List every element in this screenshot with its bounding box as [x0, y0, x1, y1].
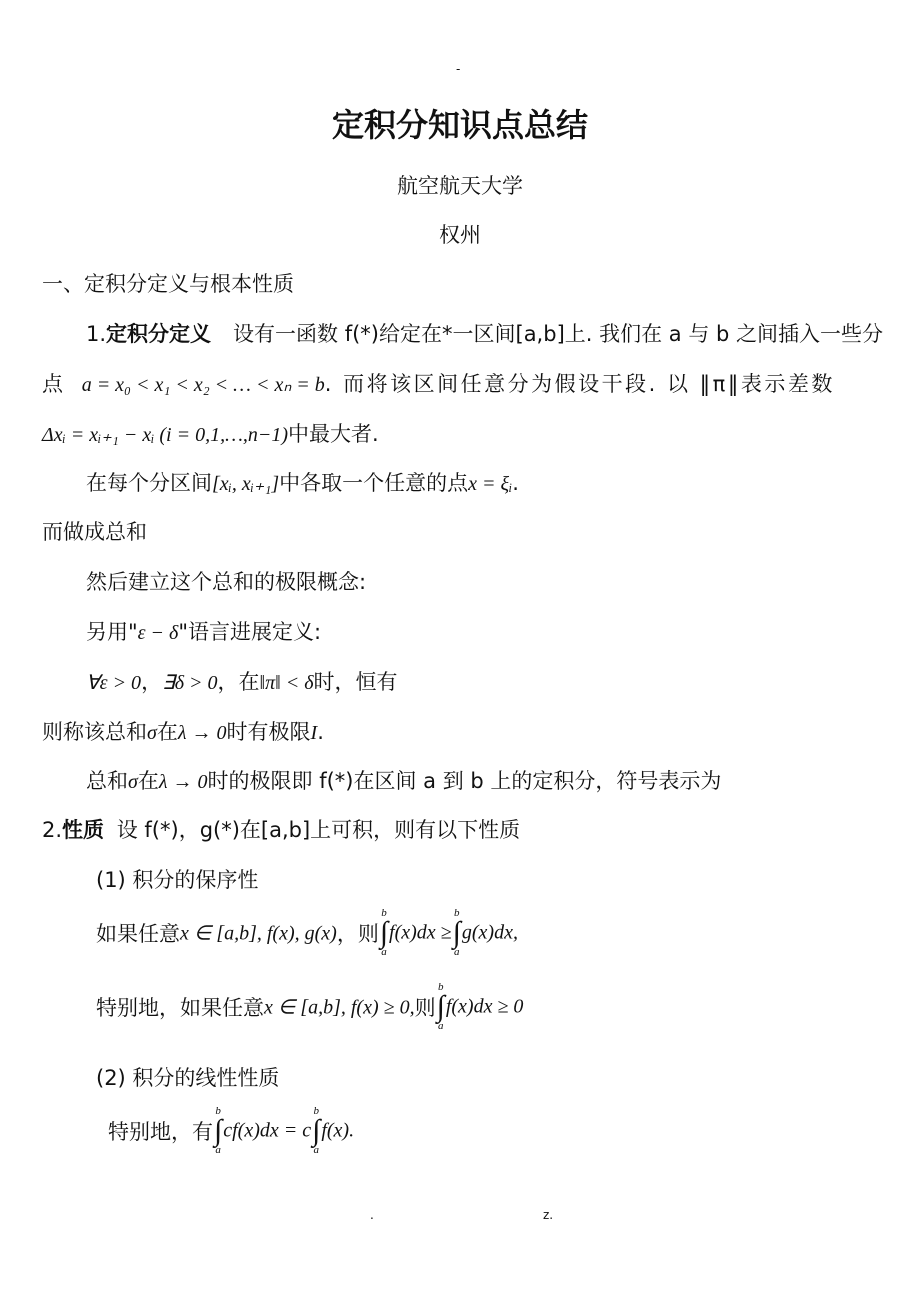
limit-I: I: [310, 722, 318, 744]
subinterval-formula: [xᵢ, xᵢ₊₁]: [212, 473, 280, 495]
epsilon-condition-line: [86, 666, 398, 696]
upper-limit: b: [215, 1105, 221, 1117]
nonneg-formula: x ∈ [a,b], f(x) ≥ 0,: [264, 996, 415, 1019]
lambda-limit: λ → 0: [158, 771, 208, 793]
integral-sign: b ∫ a: [436, 981, 445, 1032]
text: .: [317, 720, 324, 744]
text: 另用": [86, 620, 138, 644]
footer-right: z.: [543, 1208, 554, 1222]
lower-limit: a: [313, 1144, 319, 1156]
definition-line-1: [86, 318, 883, 348]
text: 如果任意: [96, 922, 180, 946]
definition-label: 定积分定义: [106, 322, 212, 346]
norm-condition: ‖π‖ < δ: [259, 672, 314, 694]
integral-definition-statement: [86, 765, 721, 795]
text: 在: [156, 720, 178, 744]
property-1-special: [96, 982, 523, 1032]
text: 中各取一个任意的点: [279, 471, 469, 495]
integral-sign: b ∫ a: [379, 907, 389, 958]
property-1-statement: [96, 908, 518, 958]
definition-text: 设有一函数 f(*)给定在*一区间[a,b]上. 我们在 a 与 b 之间插入一些分: [233, 322, 884, 346]
text: ，则: [336, 922, 379, 946]
text: 特别地，如果任意: [96, 996, 264, 1020]
integral-sign: b ∫ a: [214, 1105, 223, 1156]
integral-nonneg: f(x)dx ≥ 0: [445, 995, 524, 1018]
text: 则称该总和: [42, 720, 147, 744]
integrand-g: g(x)dx,: [461, 921, 518, 944]
text: .: [512, 471, 519, 495]
institution: 航空航天大学: [397, 174, 523, 198]
def-line2-prefix: 点: [42, 372, 63, 396]
upper-limit: b: [313, 1105, 319, 1117]
lower-limit: a: [454, 946, 460, 958]
text: 特别地，有: [108, 1120, 213, 1144]
integrand-f: f(x)dx ≥: [389, 921, 452, 944]
lower-limit: a: [381, 946, 387, 958]
lower-limit: a: [215, 1144, 221, 1156]
integral-sign: b ∫ a: [312, 1105, 321, 1156]
lower-limit: a: [437, 1020, 444, 1032]
epsilon-delta-line: [86, 616, 321, 646]
text: 时有极限: [226, 720, 311, 744]
exists-delta: ∃δ > 0: [162, 672, 218, 694]
text: 时，恒有: [313, 670, 398, 694]
text: 在每个分区间: [86, 471, 212, 495]
text: ，: [141, 670, 163, 694]
text: 总和: [86, 769, 128, 793]
definition-number: 1.: [86, 322, 107, 346]
text: ，在: [217, 670, 260, 694]
xi-formula: x = ξᵢ: [468, 473, 513, 495]
epsilon-delta-formula: ε − δ: [137, 622, 179, 644]
text: 时的极限即 f(*)在区间 a 到 b 上的定积分，符号表示为: [207, 769, 722, 793]
partition-formula: a = x₀ < x₁ < x₂ < … < xₙ = b: [81, 374, 325, 396]
limit-concept-line: 然后建立这个总和的极限概念:: [86, 570, 367, 594]
section-heading: 一、定积分定义与根本性质: [42, 272, 294, 296]
definition-line-3: [42, 418, 379, 448]
text: 则: [414, 996, 436, 1020]
footer-left: .: [370, 1208, 374, 1222]
def-line3-text: 中最大者.: [288, 422, 379, 446]
author: 权州: [439, 223, 481, 247]
integrand-cf: cf(x)dx = c: [223, 1119, 312, 1142]
property-1-title: (1) 积分的保序性: [96, 868, 259, 892]
sum-line: 而做成总和: [42, 520, 147, 544]
def-line2-text: . 而将该区间任意分为假设干段. 以 ‖π‖表示差数: [324, 372, 835, 396]
upper-limit: b: [437, 981, 444, 993]
integrand-f: f(x).: [321, 1119, 355, 1142]
paragraph-choose-point: [86, 467, 519, 497]
text: 在: [137, 769, 159, 793]
text: "语言进展定义:: [178, 620, 322, 644]
upper-limit: b: [381, 907, 387, 919]
property-2-title: (2) 积分的线性性质: [96, 1066, 280, 1090]
upper-limit: b: [454, 907, 460, 919]
forall-epsilon: ∀ε > 0: [86, 672, 142, 694]
delta-formula: Δxᵢ = xᵢ₊₁ − xᵢ (i = 0,1,…,n−1): [42, 424, 289, 446]
properties-heading: [42, 814, 520, 844]
properties-number: 2.: [42, 818, 63, 842]
integral-sign: b ∫ a: [452, 907, 461, 958]
header-mark: -: [456, 62, 461, 76]
properties-text: 设 f(*)，g(*)在[a,b]上可积，则有以下性质: [116, 818, 521, 842]
properties-label: 性质: [62, 818, 105, 842]
sigma-symbol: σ: [128, 771, 138, 793]
lambda-limit: λ → 0: [177, 722, 227, 744]
definition-line-2: [42, 368, 835, 398]
property-2-statement: [108, 1106, 354, 1156]
limit-statement: [42, 716, 324, 746]
document-title: 定积分知识点总结: [331, 106, 588, 144]
sigma-symbol: σ: [147, 722, 157, 744]
domain-formula: x ∈ [a,b], f(x), g(x): [180, 922, 337, 945]
